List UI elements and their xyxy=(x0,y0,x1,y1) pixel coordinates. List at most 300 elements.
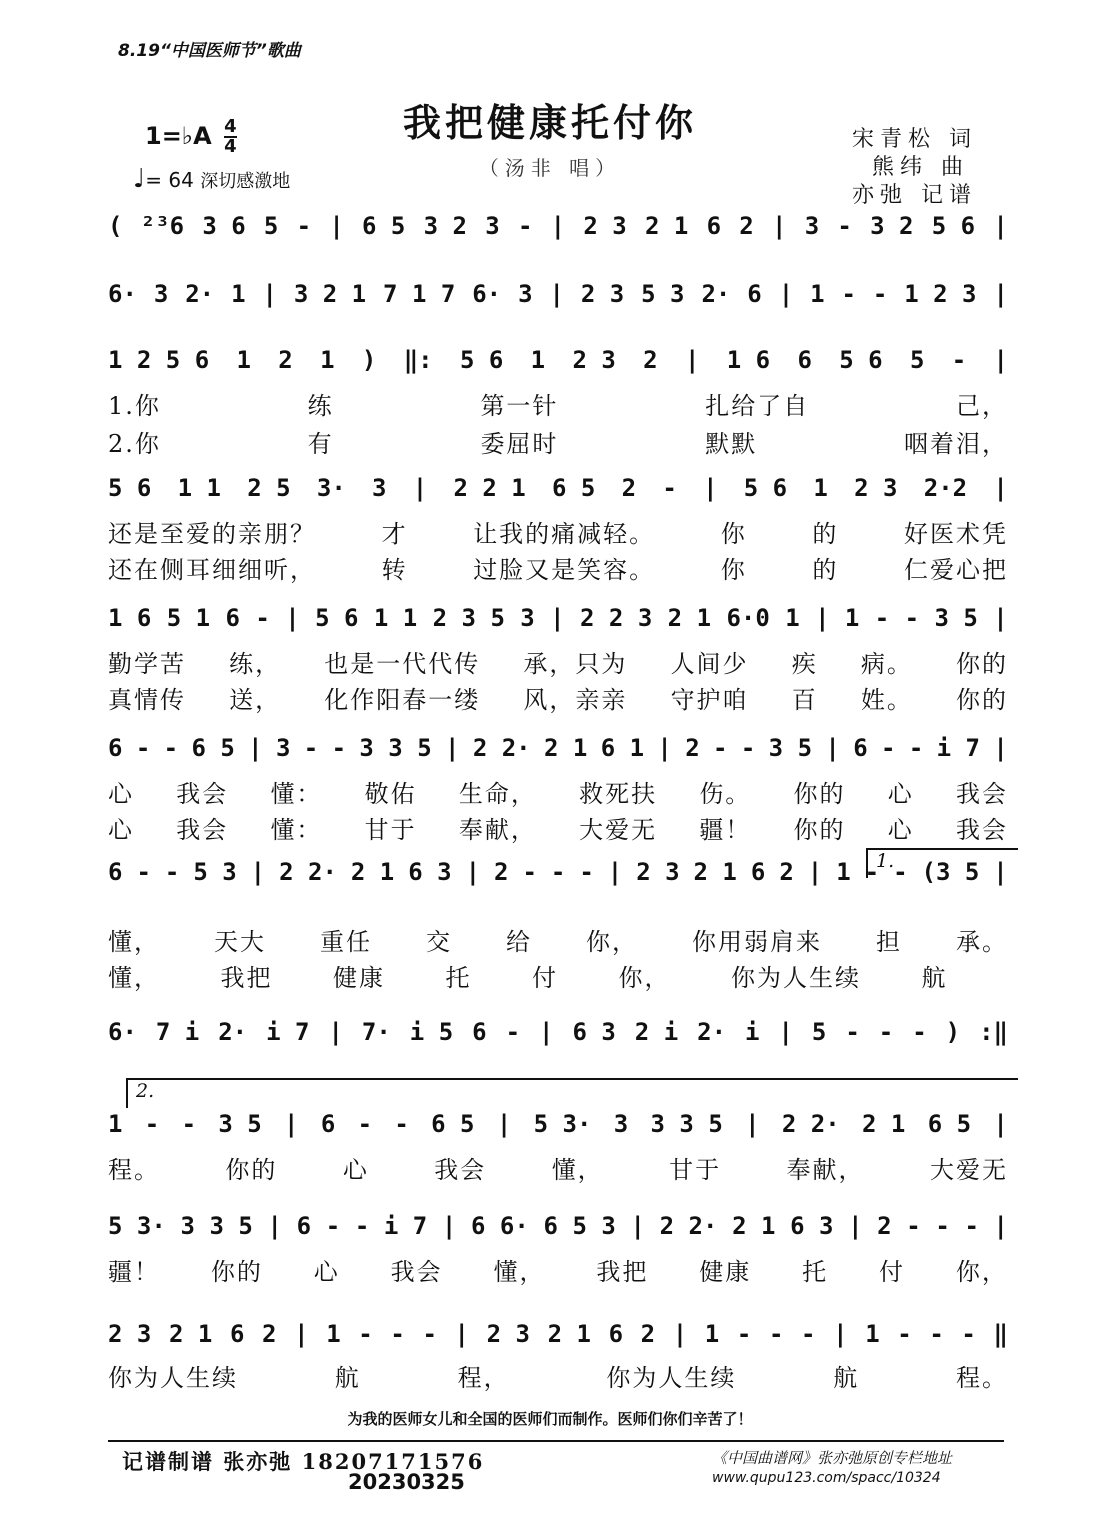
note-group: - xyxy=(961,1320,976,1348)
note-group: 1 xyxy=(236,346,251,374)
note-group: 6· xyxy=(108,280,137,308)
bar-line: | xyxy=(445,734,460,762)
note-group: i xyxy=(745,1018,760,1046)
lyric-syllable: 懂， xyxy=(551,1156,604,1184)
note-group: 2 1 xyxy=(862,1110,906,1138)
note-group: 2· xyxy=(701,280,731,308)
lyric-syllable: 懂： xyxy=(270,780,323,808)
note-group: 3 xyxy=(180,1212,195,1240)
lyric-syllable: 让我的痛减轻。 xyxy=(473,520,656,548)
lyric-syllable: 真情传 xyxy=(108,686,186,714)
note-group: - xyxy=(736,1320,752,1348)
note-group: 3 xyxy=(520,604,535,632)
lyric-syllable: 第一针 xyxy=(480,392,559,420)
note-group: - xyxy=(517,212,533,240)
lyric-syllable: 托 xyxy=(445,964,472,992)
note-group: 2 i xyxy=(634,1018,679,1046)
lyric-syllable: 奉献， xyxy=(458,816,537,844)
note-group: 1 xyxy=(810,280,825,308)
note-group: 3· xyxy=(316,474,346,502)
note-group: 2 3 xyxy=(854,474,898,502)
note-group: 6 xyxy=(543,1212,558,1240)
note-group: 2· xyxy=(218,1018,248,1046)
lyric-syllable: 姓。 xyxy=(860,686,913,714)
note-group: 6 3 xyxy=(408,858,452,886)
lyric-syllable: 还是至爱的亲朋？ xyxy=(108,520,316,548)
bar-line: | xyxy=(815,604,830,632)
note-group: 3 xyxy=(485,212,500,240)
time-signature-bottom: 4 xyxy=(224,136,237,157)
note-group: 2 xyxy=(640,1320,656,1348)
notation-system xyxy=(108,734,1008,762)
lyric-syllable: 程。 xyxy=(955,1364,1008,1392)
bar-line: | xyxy=(496,1110,512,1138)
volta-label: 2. xyxy=(136,1080,155,1102)
note-group: 2 xyxy=(621,474,637,502)
note-group: 1 xyxy=(785,604,800,632)
bar-line: ‖: xyxy=(403,346,433,374)
lyric-syllable: 练， xyxy=(229,650,282,678)
note-group: - xyxy=(864,858,880,886)
lyric-syllable: 有 xyxy=(307,430,334,458)
lyric-syllable: 健康 xyxy=(699,1258,752,1286)
date: 20230325 xyxy=(348,1470,465,1494)
note-group: 3 3 5 xyxy=(650,1110,723,1138)
lyric-syllable: 甘于 xyxy=(364,816,417,844)
note-group: - xyxy=(964,1212,979,1240)
note-group: - xyxy=(906,1212,921,1240)
note-group: 2 3 5 xyxy=(432,604,505,632)
bar-line: | xyxy=(607,858,623,886)
note-group: 6 xyxy=(108,734,123,762)
site-title: 《中国曲谱网》张亦弛原创专栏地址 xyxy=(712,1449,953,1467)
lyric-syllable: 你的 xyxy=(225,1156,278,1184)
note-group: 2 2· xyxy=(472,734,531,762)
note-group: 1 xyxy=(326,1320,341,1348)
lyric-syllable: 托 xyxy=(802,1258,829,1286)
bar-line: | xyxy=(833,1320,848,1348)
note-group: 5 xyxy=(811,1018,827,1046)
lyric-syllable: 我把 xyxy=(220,964,273,992)
lyric-syllable: 守护咱 xyxy=(670,686,749,714)
bar-line: | xyxy=(630,1212,645,1240)
note-group: - xyxy=(874,604,890,632)
note-group: - xyxy=(740,734,756,762)
note-group: 2 2· xyxy=(781,1110,840,1138)
lyric-syllable: 航 xyxy=(921,964,948,992)
note-group: 2 1 xyxy=(547,1320,591,1348)
lyric-syllable: 天大 xyxy=(214,928,266,956)
note-group: - xyxy=(893,858,908,886)
lyric-syllable: 重任 xyxy=(320,928,372,956)
note-group: 6 xyxy=(747,280,762,308)
lyric-syllable: 大爱无 xyxy=(579,816,658,844)
bar-line: | xyxy=(993,474,1008,502)
note-group: - xyxy=(358,1320,373,1348)
lyric-syllable: 担 xyxy=(876,928,902,956)
note-group: - xyxy=(904,604,920,632)
lyric-syllable: 你用弱肩来 xyxy=(692,928,822,956)
bar-line: :‖ xyxy=(979,1018,1008,1046)
note-group: i 7 xyxy=(383,1212,428,1240)
note-group: 7 1 7 xyxy=(383,280,456,308)
note-group: 5 xyxy=(263,212,279,240)
note-group: 2 xyxy=(494,858,509,886)
lyric-syllable: 咽着泪， xyxy=(903,430,1008,458)
lyric-syllable: 仁爱心把 xyxy=(903,556,1008,584)
transcriber-credit: 亦弛 记谱 xyxy=(852,183,977,208)
note-group: i 7 xyxy=(936,734,980,762)
maker-credit: 记谱制谱 张亦弛 18207171576 xyxy=(122,1449,485,1474)
lyric-syllable: 心 xyxy=(108,816,134,844)
note-group: 1 xyxy=(530,346,546,374)
note-group: 2 xyxy=(278,346,293,374)
lyric-syllable: 心 xyxy=(108,780,134,808)
bar-line: | xyxy=(807,858,823,886)
bar-line: | xyxy=(825,734,840,762)
composer-credit: 熊纬 曲 xyxy=(872,155,969,180)
note-group: 3 xyxy=(372,474,387,502)
note-group: - xyxy=(897,1320,912,1348)
note-group: 6 1 xyxy=(600,734,645,762)
note-group: 6 xyxy=(108,858,123,886)
note-group: - xyxy=(181,1110,197,1138)
key-label: 1=♭A xyxy=(145,122,212,150)
note-group: 1 xyxy=(836,858,851,886)
note-group: 5 6 xyxy=(108,474,152,502)
note-group: 5 6 xyxy=(315,604,359,632)
lyric-syllable: 承，只为 xyxy=(523,650,628,678)
bar-line: ) xyxy=(945,1018,961,1046)
dedication: 为我的医师女儿和全国的医师们而制作。医师们你们辛苦了！ xyxy=(347,1410,753,1428)
note-group: 6· xyxy=(472,280,502,308)
lyric-syllable: 伤。 xyxy=(699,780,752,808)
bar-line: | xyxy=(250,858,266,886)
lyric-syllable: 你为人生续 xyxy=(108,1364,238,1392)
note-group: 6· xyxy=(108,1018,137,1046)
note-group: - xyxy=(935,1212,950,1240)
bar-line: | xyxy=(550,212,566,240)
note-group: 2· xyxy=(185,280,215,308)
note-group: - xyxy=(164,858,180,886)
note-group: 3 xyxy=(275,734,291,762)
note-group: - xyxy=(951,346,967,374)
note-group: 2 5 xyxy=(247,474,291,502)
note-group: 6 5 xyxy=(552,474,596,502)
lyric-syllable: 我把 xyxy=(596,1258,649,1286)
note-group: 6 3 xyxy=(572,1018,616,1046)
note-group: 2 xyxy=(877,1212,892,1240)
note-group: 2 2 3 xyxy=(580,604,653,632)
lyric-syllable: 我会 xyxy=(176,780,229,808)
lyric-syllable: 风，亲亲 xyxy=(523,686,628,714)
lyric-syllable: 还在侧耳细细听， xyxy=(108,556,316,584)
lyric-line xyxy=(108,644,1008,679)
lyric-line xyxy=(108,1150,1008,1185)
note-group: 7· xyxy=(361,1018,391,1046)
tempo-value: = 64 xyxy=(145,168,194,192)
note-group: 6 xyxy=(750,858,766,886)
lyric-syllable: 好医术凭 xyxy=(903,520,1008,548)
lyric-syllable: 你， xyxy=(618,964,671,992)
bar-line: | xyxy=(412,474,428,502)
note-group: i 7 xyxy=(266,1018,310,1046)
note-group: - xyxy=(394,1110,409,1138)
notation-system xyxy=(108,1110,1008,1138)
note-group: - xyxy=(713,734,728,762)
bar-line: | xyxy=(549,280,564,308)
note-group: 1 xyxy=(844,604,860,632)
lyric-line xyxy=(108,1358,1008,1393)
bar-line: | xyxy=(771,212,787,240)
lyric-line xyxy=(108,922,1008,957)
note-group: 2 1 xyxy=(168,1320,213,1348)
lyric-syllable: 你为人生续 xyxy=(606,1364,737,1392)
lyric-line xyxy=(108,1252,1008,1287)
note-group: - xyxy=(163,734,179,762)
note-group: 1 xyxy=(108,1110,123,1138)
lyric-syllable: 你， xyxy=(955,1258,1008,1286)
note-group: 3 5 xyxy=(768,734,813,762)
note-group: - xyxy=(845,1018,860,1046)
note-group: - xyxy=(331,734,347,762)
lyric-line xyxy=(108,424,1008,459)
bar-line: | xyxy=(993,212,1008,240)
lyric-syllable: 我会 xyxy=(955,780,1008,808)
lyric-syllable: 你 xyxy=(720,556,747,584)
lyricist-credit: 宋青松 词 xyxy=(852,127,977,152)
note-group: 1 6 xyxy=(108,604,152,632)
note-group: 2 3 xyxy=(108,1320,152,1348)
note-group: 1 2 5 6 xyxy=(108,346,210,374)
note-group: - xyxy=(881,734,896,762)
lyric-syllable: 心 xyxy=(887,816,914,844)
lyric-syllable: 2.你 xyxy=(108,430,161,458)
bar-line: | xyxy=(993,1212,1008,1240)
bar-line: | xyxy=(248,734,263,762)
lyric-syllable: 敬佑 xyxy=(364,780,417,808)
lyric-syllable: 己， xyxy=(955,392,1008,420)
note-group: - xyxy=(908,734,924,762)
note-group: 5 6 xyxy=(931,212,976,240)
notation-system xyxy=(108,212,1008,240)
note-group: 6 xyxy=(225,604,240,632)
note-group: 2 3 xyxy=(572,346,616,374)
bar-line: | xyxy=(745,1110,760,1138)
lyric-syllable: 程。 xyxy=(108,1156,160,1184)
lyric-syllable: 程， xyxy=(457,1364,510,1392)
lyric-syllable: 扎给了自 xyxy=(705,392,810,420)
bar-line: | xyxy=(550,604,565,632)
note-group: 3 xyxy=(153,280,169,308)
note-group: 2 xyxy=(739,212,754,240)
lyric-syllable: 化作阳春一缕 xyxy=(324,686,481,714)
note-group: 6 6· xyxy=(471,1212,529,1240)
lyric-syllable: 付 xyxy=(532,964,558,992)
lyric-syllable: 的 xyxy=(812,556,839,584)
note-group: 2 3 xyxy=(636,858,680,886)
note-group: - xyxy=(878,1018,894,1046)
lyric-line xyxy=(108,514,1008,549)
lyric-syllable: 疆！ xyxy=(699,816,752,844)
lyric-syllable: 百 xyxy=(791,686,818,714)
bar-line: | xyxy=(993,280,1008,308)
notation-system xyxy=(108,346,1008,374)
note-group: 2·2 xyxy=(923,474,968,502)
bar-line: | xyxy=(848,1212,863,1240)
tempo-marking xyxy=(133,164,290,194)
notation-system xyxy=(108,1018,1008,1046)
bar-line: | xyxy=(441,1212,457,1240)
note-group: 2 xyxy=(262,1320,277,1348)
note-group: 6 xyxy=(320,1110,336,1138)
lyric-syllable: 送， xyxy=(229,686,282,714)
lyric-syllable: 也是一代代传 xyxy=(324,650,481,678)
lyric-syllable: 大爱无 xyxy=(929,1156,1008,1184)
note-group: 2 1 xyxy=(644,212,689,240)
bar-line: | xyxy=(993,346,1008,374)
note-group: 6 xyxy=(853,734,868,762)
time-signature-top: 4 xyxy=(224,116,237,137)
lyric-line xyxy=(108,550,1008,585)
note-group: 2 2· xyxy=(659,1212,718,1240)
note-group: - xyxy=(422,1320,437,1348)
bar-line: | xyxy=(328,1018,343,1046)
note-group: 2 1 xyxy=(667,604,712,632)
lyric-line xyxy=(108,680,1008,715)
note-group: - xyxy=(325,1212,341,1240)
lyric-syllable: 奉献， xyxy=(786,1156,865,1184)
lyric-syllable: 我会 xyxy=(434,1156,487,1184)
note-group: - xyxy=(522,858,537,886)
note-group: 5 3 xyxy=(641,280,685,308)
lyric-syllable: 懂， xyxy=(493,1258,546,1286)
bar-line: ‖ xyxy=(993,1320,1008,1348)
note-group: - xyxy=(929,1320,944,1348)
note-group: 2 xyxy=(779,858,794,886)
bar-line: | xyxy=(465,858,481,886)
lyric-syllable: 你 xyxy=(720,520,747,548)
lyric-line xyxy=(108,958,1008,993)
footer-divider xyxy=(108,1440,1004,1442)
bar-line: | xyxy=(267,1212,282,1240)
note-group: - xyxy=(390,1320,405,1348)
note-group: - xyxy=(505,1018,521,1046)
bar-line: | xyxy=(454,1320,469,1348)
note-group: 5 xyxy=(909,346,925,374)
lyric-syllable: 你为人生续 xyxy=(731,964,861,992)
note-group: 2 1 xyxy=(732,1212,776,1240)
note-group: 3 2 1 xyxy=(293,280,367,308)
lyric-syllable: 甘于 xyxy=(669,1156,722,1184)
bar-line: | xyxy=(672,1320,688,1348)
note-group: - xyxy=(550,858,566,886)
lyric-syllable: 懂： xyxy=(270,816,323,844)
note-group: 3 5 xyxy=(934,604,978,632)
bar-line: | xyxy=(703,474,718,502)
note-group: 5 1 xyxy=(166,604,211,632)
note-group: 7 i xyxy=(155,1018,200,1046)
key-signature xyxy=(145,118,237,156)
notation-system xyxy=(108,280,1008,308)
bar-line: ) xyxy=(361,346,377,374)
note-group: ²³6 xyxy=(140,212,185,240)
note-group: 1 xyxy=(231,280,246,308)
lyric-syllable: 我会 xyxy=(955,816,1008,844)
lyric-syllable: 你的 xyxy=(793,780,846,808)
note-group: 6 5 xyxy=(191,734,235,762)
note-group: - xyxy=(841,280,856,308)
note-group: - xyxy=(136,858,151,886)
song-title: 我把健康托付你 xyxy=(402,100,697,145)
note-group: 6·0 xyxy=(726,604,770,632)
notation-system xyxy=(108,474,1008,502)
bar-line: | xyxy=(262,280,277,308)
lyric-syllable: 心 xyxy=(313,1258,340,1286)
note-group: 1 1 xyxy=(373,604,418,632)
lyric-syllable: 疆！ xyxy=(108,1258,160,1286)
header-note: 8.19“中国医师节”歌曲 xyxy=(118,41,301,61)
lyric-syllable: 病。 xyxy=(860,650,913,678)
note-group: 6 xyxy=(608,1320,624,1348)
note-group: - xyxy=(837,212,852,240)
lyric-syllable: 救死扶 xyxy=(579,780,658,808)
note-group: 2 3 xyxy=(486,1320,530,1348)
note-group: 6 5 xyxy=(927,1110,972,1138)
note-group: - xyxy=(303,734,319,762)
bar-line: | xyxy=(993,858,1008,886)
lyric-syllable: 1.你 xyxy=(108,392,161,420)
lyric-line xyxy=(108,774,1008,809)
note-group: 2 1 xyxy=(350,858,395,886)
lyric-syllable: 懂， xyxy=(108,928,160,956)
bar-line: | xyxy=(778,280,794,308)
note-group: 1 xyxy=(865,1320,880,1348)
lyric-syllable: 你的 xyxy=(210,1258,263,1286)
note-group: 3 2 xyxy=(423,212,467,240)
note-group: 1 xyxy=(320,346,335,374)
note-group: 2 2 1 xyxy=(453,474,526,502)
lyric-syllable: 心 xyxy=(887,780,914,808)
note-group: 2 1 xyxy=(693,858,737,886)
notation-system xyxy=(108,858,1008,886)
note-group: 5 6 xyxy=(839,346,883,374)
bar-line: | xyxy=(294,1320,309,1348)
singer-credit: （汤非 唱） xyxy=(478,156,622,180)
note-group: 2· xyxy=(697,1018,727,1046)
note-group: 6 xyxy=(296,1212,312,1240)
note-group: 3 xyxy=(804,212,820,240)
note-group: 6 5 xyxy=(362,212,406,240)
note-group: - xyxy=(144,1110,160,1138)
note-group: - xyxy=(357,1110,373,1138)
note-group: 2 3 xyxy=(580,280,625,308)
note-group: - xyxy=(912,1018,927,1046)
note-group: 3 6 xyxy=(202,212,246,240)
note-group: 6 3 xyxy=(790,1212,834,1240)
note-group: - xyxy=(255,604,270,632)
lyric-syllable: 我会 xyxy=(390,1258,443,1286)
lyric-syllable: 勤学苦 xyxy=(108,650,186,678)
note-group: 2 1 xyxy=(543,734,588,762)
note-group: (3 5 xyxy=(921,858,980,886)
note-group: 2 3 xyxy=(583,212,627,240)
note-group: - xyxy=(801,1320,816,1348)
quarter-note-icon: ♩ xyxy=(133,164,146,194)
note-group: 3 xyxy=(518,280,533,308)
bar-line: | xyxy=(329,212,344,240)
notation-system xyxy=(108,1320,1008,1348)
